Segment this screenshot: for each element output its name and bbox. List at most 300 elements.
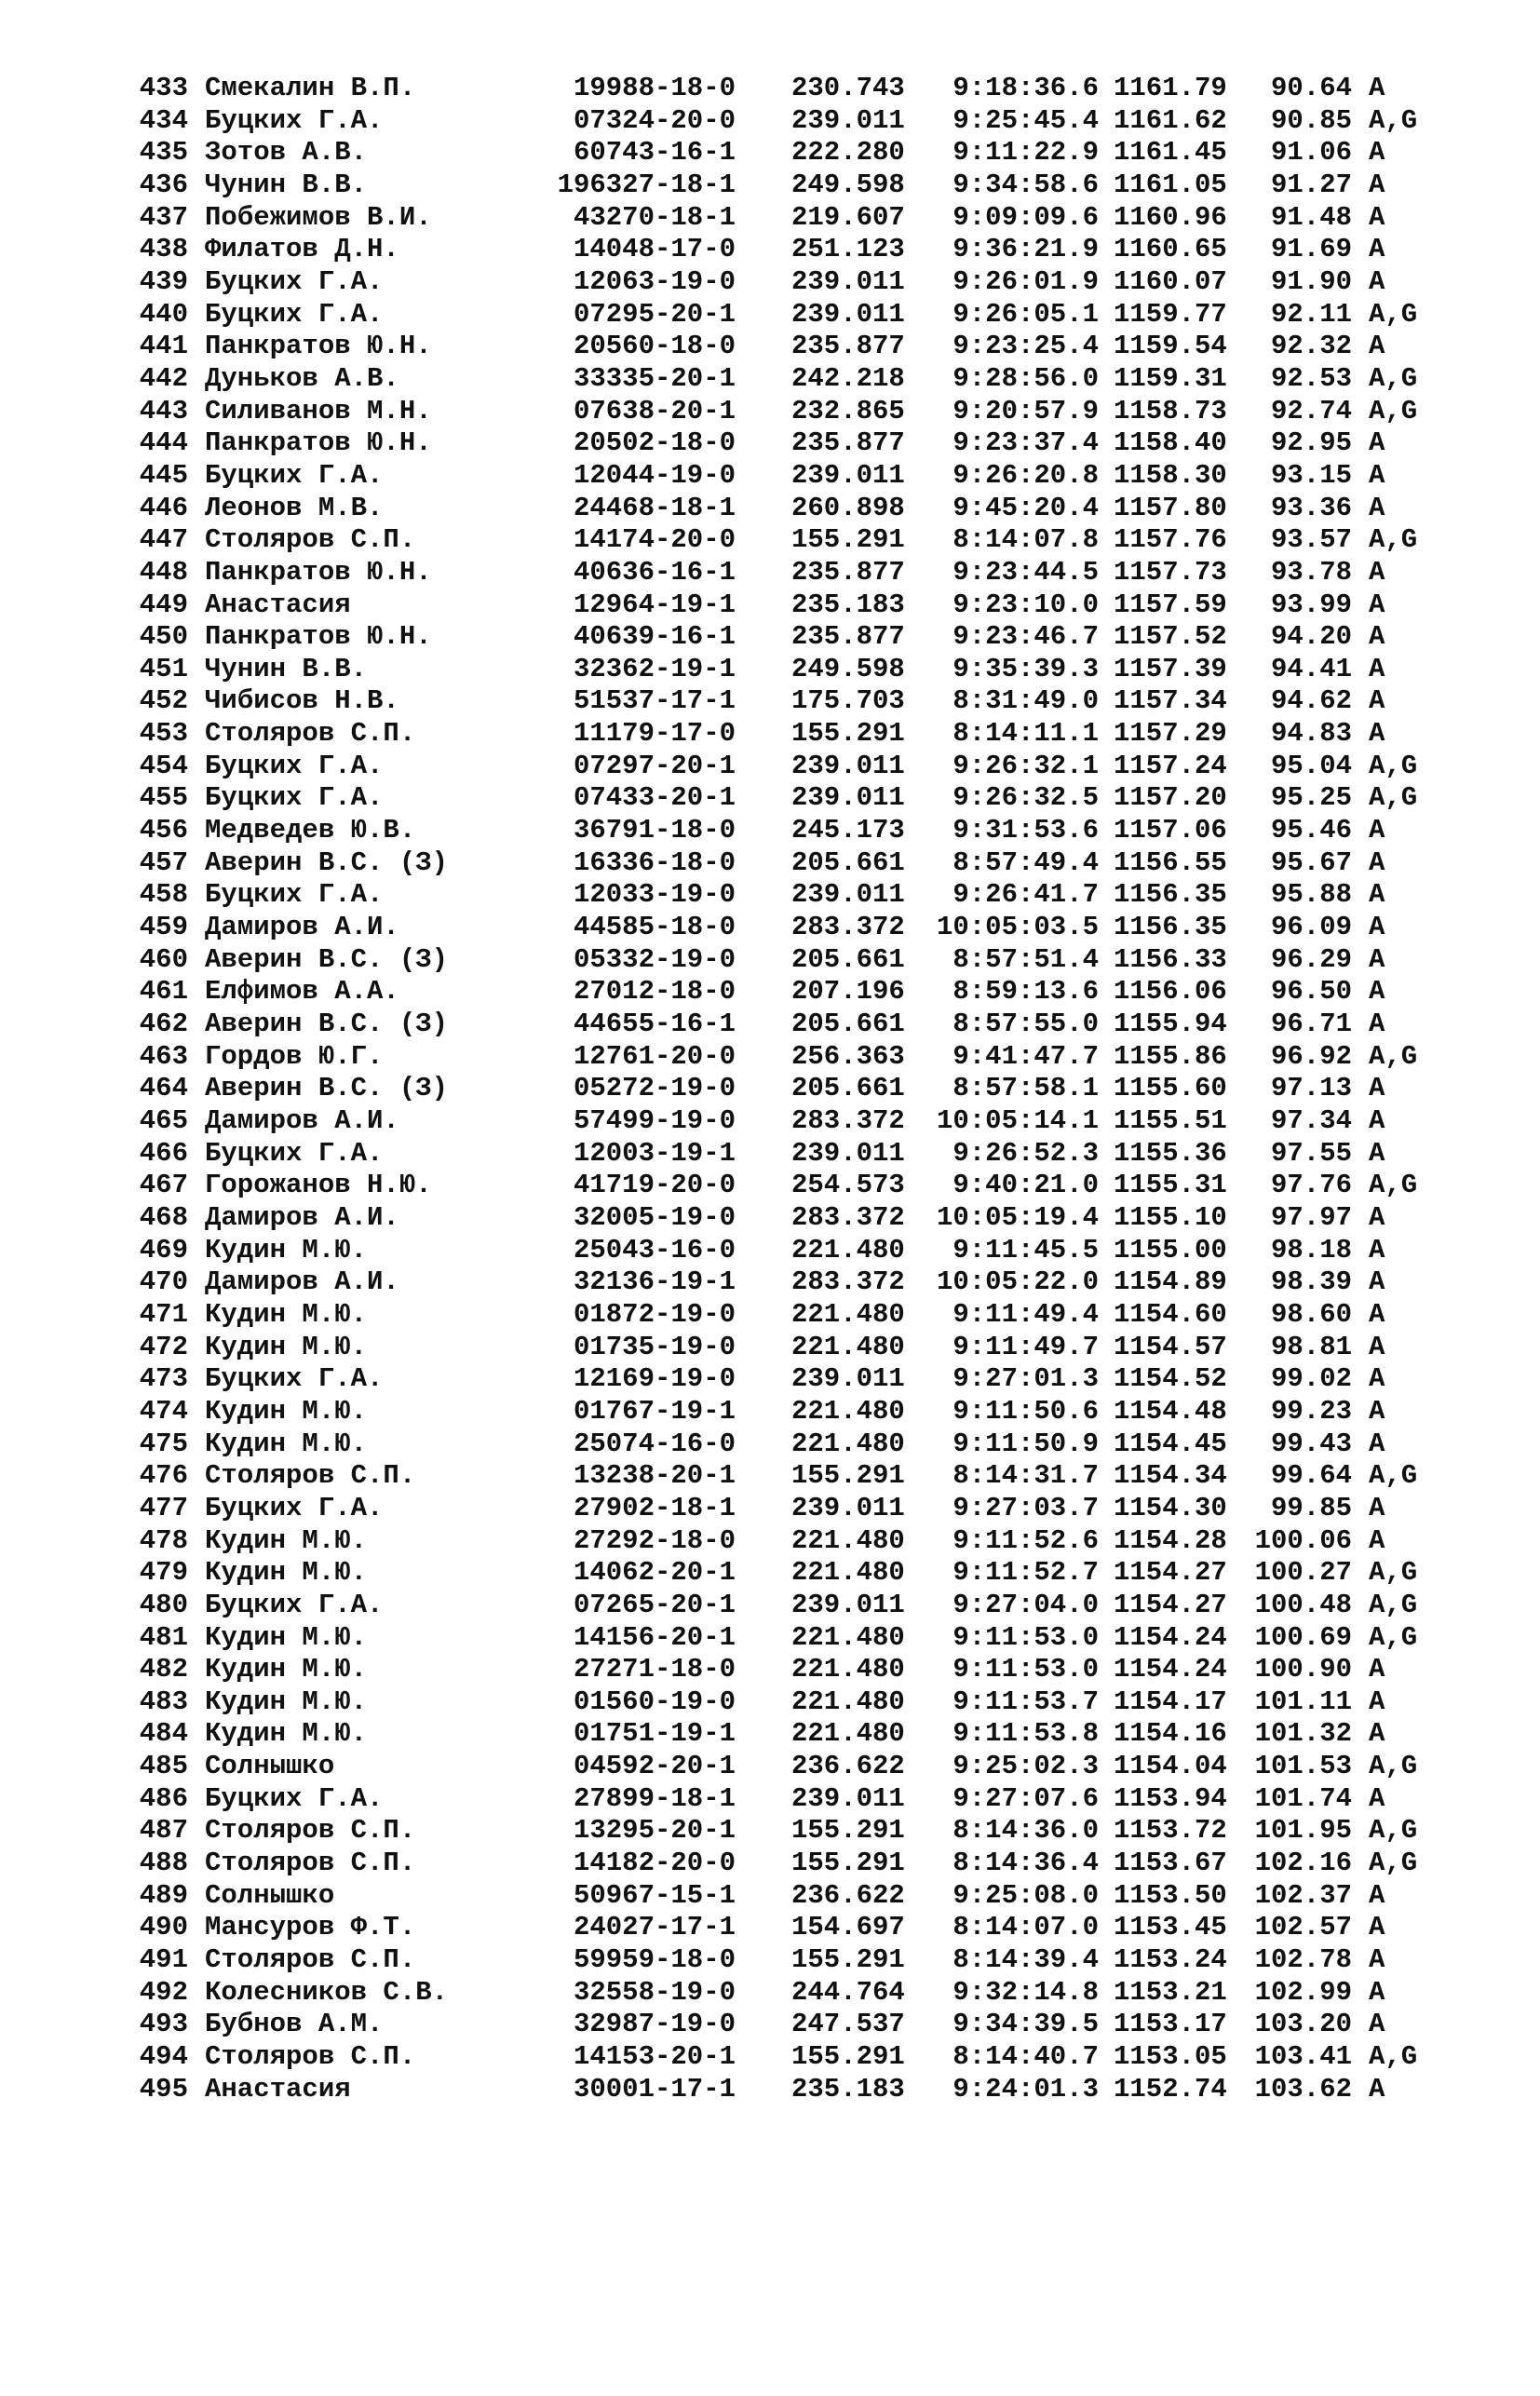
distance: 232.865 <box>791 395 905 426</box>
table-row <box>0 331 1540 363</box>
coefficient: 96.50 <box>1270 976 1352 1008</box>
ring-number: 07295-20-1 <box>573 298 736 330</box>
distance: 155.291 <box>791 1815 905 1847</box>
category-flags: A,G <box>1369 1589 1418 1620</box>
speed: 1154.57 <box>1114 1331 1227 1362</box>
place-number: 490 <box>139 1912 188 1943</box>
place-number: 466 <box>139 1137 188 1169</box>
speed: 1154.30 <box>1114 1492 1227 1523</box>
place-number: 468 <box>139 1201 188 1233</box>
ring-number: 12003-19-1 <box>573 1137 736 1169</box>
fancier-name: Побежимов В.И. <box>205 201 432 233</box>
place-number: 442 <box>139 362 188 394</box>
distance: 254.573 <box>791 1170 905 1201</box>
place-number: 483 <box>139 1685 188 1717</box>
fancier-name: Дамиров А.И. <box>205 1266 399 1298</box>
speed: 1154.24 <box>1114 1621 1227 1653</box>
coefficient: 95.46 <box>1270 815 1352 846</box>
place-number: 491 <box>139 1944 188 1976</box>
coefficient: 96.29 <box>1270 943 1352 975</box>
arrival-time: 8:14:07.8 <box>952 524 1099 556</box>
arrival-time: 9:11:53.7 <box>952 1685 1099 1717</box>
ring-number: 01560-19-0 <box>573 1685 736 1717</box>
distance: 205.661 <box>791 943 905 975</box>
fancier-name: Кудин М.Ю. <box>205 1557 368 1589</box>
distance: 244.764 <box>791 1976 905 2008</box>
distance: 236.622 <box>791 1751 905 1782</box>
place-number: 489 <box>139 1879 188 1911</box>
distance: 235.877 <box>791 556 905 588</box>
ring-number: 20502-18-0 <box>573 427 736 459</box>
coefficient: 91.27 <box>1270 169 1352 200</box>
place-number: 482 <box>139 1654 188 1685</box>
place-number: 476 <box>139 1460 188 1492</box>
speed: 1160.07 <box>1114 265 1227 297</box>
place-number: 479 <box>139 1557 188 1589</box>
ring-number: 01735-19-0 <box>573 1331 736 1362</box>
distance: 236.622 <box>791 1879 905 1911</box>
coefficient: 100.69 <box>1254 1621 1352 1653</box>
arrival-time: 8:14:36.4 <box>952 1848 1099 1879</box>
ring-number: 27271-18-0 <box>573 1654 736 1685</box>
fancier-name: Медведев Ю.В. <box>205 815 416 846</box>
speed: 1155.10 <box>1114 1201 1227 1233</box>
coefficient: 98.60 <box>1270 1298 1352 1330</box>
ring-number: 60743-16-1 <box>573 137 736 169</box>
arrival-time: 9:36:21.9 <box>952 234 1099 265</box>
table-row <box>0 427 1540 460</box>
speed: 1153.72 <box>1114 1815 1227 1847</box>
place-number: 454 <box>139 750 188 781</box>
distance: 239.011 <box>791 1363 905 1395</box>
table-row <box>0 396 1540 428</box>
fancier-name: Дамиров А.И. <box>205 1201 399 1233</box>
speed: 1155.00 <box>1114 1234 1227 1266</box>
fancier-name: Силиванов М.Н. <box>205 395 432 426</box>
place-number: 449 <box>139 589 188 620</box>
arrival-time: 9:31:53.6 <box>952 815 1099 846</box>
table-row <box>0 1363 1540 1396</box>
place-number: 493 <box>139 2009 188 2040</box>
speed: 1156.35 <box>1114 879 1227 911</box>
place-number: 487 <box>139 1815 188 1847</box>
category-flags: A <box>1369 1685 1385 1717</box>
distance: 235.183 <box>791 2073 905 2105</box>
speed: 1155.86 <box>1114 1040 1227 1072</box>
ring-number: 24027-17-1 <box>573 1912 736 1943</box>
distance: 221.480 <box>791 1557 905 1589</box>
arrival-time: 9:27:03.7 <box>952 1492 1099 1523</box>
speed: 1157.76 <box>1114 524 1227 556</box>
speed: 1153.24 <box>1114 1944 1227 1976</box>
fancier-name: Солнышко <box>205 1879 335 1911</box>
fancier-name: Кудин М.Ю. <box>205 1234 368 1266</box>
place-number: 435 <box>139 137 188 169</box>
category-flags: A,G <box>1369 362 1418 394</box>
fancier-name: Панкратов Ю.Н. <box>205 427 432 459</box>
ring-number: 32005-19-0 <box>573 1201 736 1233</box>
arrival-time: 9:23:44.5 <box>952 556 1099 588</box>
speed: 1154.17 <box>1114 1685 1227 1717</box>
coefficient: 92.95 <box>1270 427 1352 459</box>
speed: 1156.55 <box>1114 846 1227 878</box>
fancier-name: Панкратов Ю.Н. <box>205 331 432 362</box>
table-row <box>0 1557 1540 1590</box>
place-number: 480 <box>139 1589 188 1620</box>
table-row <box>0 557 1540 589</box>
speed: 1157.29 <box>1114 718 1227 750</box>
place-number: 459 <box>139 912 188 943</box>
fancier-name: Зотов А.В. <box>205 137 368 169</box>
table-row <box>0 1525 1540 1558</box>
distance: 239.011 <box>791 298 905 330</box>
place-number: 453 <box>139 718 188 750</box>
fancier-name: Солнышко <box>205 1751 335 1782</box>
distance: 283.372 <box>791 1105 905 1136</box>
coefficient: 102.78 <box>1254 1944 1352 1976</box>
ring-number: 32362-19-1 <box>573 653 736 684</box>
distance: 242.218 <box>791 362 905 394</box>
place-number: 441 <box>139 331 188 362</box>
speed: 1161.45 <box>1114 137 1227 169</box>
arrival-time: 9:27:04.0 <box>952 1589 1099 1620</box>
speed: 1161.62 <box>1114 104 1227 136</box>
place-number: 457 <box>139 846 188 878</box>
table-row <box>0 105 1540 138</box>
table-row <box>0 1170 1540 1202</box>
category-flags: A <box>1369 265 1385 297</box>
table-row <box>0 202 1540 235</box>
category-flags: A <box>1369 653 1385 684</box>
speed: 1153.45 <box>1114 1912 1227 1943</box>
category-flags: A <box>1369 2073 1385 2105</box>
distance: 155.291 <box>791 1848 905 1879</box>
results-table <box>0 73 1540 2105</box>
table-row <box>0 234 1540 266</box>
ring-number: 27899-18-1 <box>573 1782 736 1814</box>
ring-number: 19988-18-0 <box>573 73 736 103</box>
speed: 1154.52 <box>1114 1363 1227 1395</box>
arrival-time: 9:23:10.0 <box>952 589 1099 620</box>
place-number: 461 <box>139 976 188 1008</box>
category-flags: A <box>1369 1879 1385 1911</box>
category-flags: A,G <box>1369 1815 1418 1847</box>
table-row <box>0 1912 1540 1944</box>
category-flags: A <box>1369 137 1385 169</box>
category-flags: A <box>1369 1266 1385 1298</box>
place-number: 443 <box>139 395 188 426</box>
coefficient: 97.34 <box>1270 1105 1352 1136</box>
ring-number: 43270-18-1 <box>573 201 736 233</box>
table-row <box>0 2009 1540 2041</box>
distance: 219.607 <box>791 201 905 233</box>
place-number: 438 <box>139 234 188 265</box>
arrival-time: 9:23:46.7 <box>952 621 1099 653</box>
ring-number: 32987-19-0 <box>573 2009 736 2040</box>
coefficient: 91.69 <box>1270 234 1352 265</box>
coefficient: 99.85 <box>1270 1492 1352 1523</box>
coefficient: 97.97 <box>1270 1201 1352 1233</box>
fancier-name: Аверин В.С. (З) <box>205 1008 449 1040</box>
distance: 155.291 <box>791 718 905 750</box>
place-number: 433 <box>139 73 188 103</box>
fancier-name: Аверин В.С. (З) <box>205 1073 449 1104</box>
arrival-time: 9:11:53.0 <box>952 1621 1099 1653</box>
fancier-name: Чибисов Н.В. <box>205 685 399 717</box>
coefficient: 93.57 <box>1270 524 1352 556</box>
arrival-time: 8:59:13.6 <box>952 976 1099 1008</box>
coefficient: 91.06 <box>1270 137 1352 169</box>
table-row <box>0 1751 1540 1783</box>
arrival-time: 9:11:53.0 <box>952 1654 1099 1685</box>
table-row <box>0 1138 1540 1171</box>
distance: 221.480 <box>791 1685 905 1717</box>
coefficient: 101.32 <box>1254 1718 1352 1750</box>
table-row <box>0 1396 1540 1428</box>
table-row <box>0 1977 1540 2010</box>
ring-number: 01872-19-0 <box>573 1298 736 1330</box>
place-number: 492 <box>139 1976 188 2008</box>
table-row <box>0 1493 1540 1525</box>
arrival-time: 8:57:49.4 <box>952 846 1099 878</box>
coefficient: 98.39 <box>1270 1266 1352 1298</box>
ring-number: 196327-18-1 <box>557 169 736 200</box>
category-flags: A <box>1369 492 1385 523</box>
place-number: 437 <box>139 201 188 233</box>
coefficient: 97.13 <box>1270 1073 1352 1104</box>
category-flags: A <box>1369 1428 1385 1459</box>
ring-number: 25043-16-0 <box>573 1234 736 1266</box>
arrival-time: 8:14:39.4 <box>952 1944 1099 1976</box>
ring-number: 07638-20-1 <box>573 395 736 426</box>
speed: 1153.21 <box>1114 1976 1227 2008</box>
arrival-time: 9:11:49.7 <box>952 1331 1099 1362</box>
speed: 1158.73 <box>1114 395 1227 426</box>
table-row <box>0 1428 1540 1461</box>
fancier-name: Смекалин В.П. <box>205 73 416 103</box>
speed: 1154.16 <box>1114 1718 1227 1750</box>
category-flags: A,G <box>1369 750 1418 781</box>
ring-number: 01751-19-1 <box>573 1718 736 1750</box>
fancier-name: Дамиров А.И. <box>205 912 399 943</box>
coefficient: 94.83 <box>1270 718 1352 750</box>
coefficient: 99.23 <box>1270 1395 1352 1427</box>
category-flags: A <box>1369 846 1385 878</box>
place-number: 448 <box>139 556 188 588</box>
coefficient: 100.90 <box>1254 1654 1352 1685</box>
category-flags: A,G <box>1369 1848 1418 1879</box>
ring-number: 40639-16-1 <box>573 621 736 653</box>
arrival-time: 8:57:58.1 <box>952 1073 1099 1104</box>
distance: 221.480 <box>791 1524 905 1556</box>
distance: 283.372 <box>791 1266 905 1298</box>
ring-number: 25074-16-0 <box>573 1428 736 1459</box>
table-row <box>0 1718 1540 1751</box>
place-number: 481 <box>139 1621 188 1653</box>
distance: 221.480 <box>791 1298 905 1330</box>
place-number: 462 <box>139 1008 188 1040</box>
distance: 155.291 <box>791 1460 905 1492</box>
speed: 1154.45 <box>1114 1428 1227 1459</box>
table-row <box>0 460 1540 493</box>
coefficient: 96.92 <box>1270 1040 1352 1072</box>
arrival-time: 8:14:11.1 <box>952 718 1099 750</box>
place-number: 495 <box>139 2073 188 2105</box>
speed: 1154.60 <box>1114 1298 1227 1330</box>
fancier-name: Панкратов Ю.Н. <box>205 621 432 653</box>
arrival-time: 9:28:56.0 <box>952 362 1099 394</box>
category-flags: A <box>1369 1718 1385 1750</box>
speed: 1157.34 <box>1114 685 1227 717</box>
distance: 260.898 <box>791 492 905 523</box>
table-row <box>0 2041 1540 2074</box>
place-number: 452 <box>139 685 188 717</box>
arrival-time: 9:23:37.4 <box>952 427 1099 459</box>
place-number: 455 <box>139 782 188 814</box>
speed: 1160.96 <box>1114 201 1227 233</box>
coefficient: 102.57 <box>1254 1912 1352 1943</box>
speed: 1160.65 <box>1114 234 1227 265</box>
category-flags: A <box>1369 1395 1385 1427</box>
distance: 221.480 <box>791 1621 905 1653</box>
coefficient: 91.90 <box>1270 265 1352 297</box>
coefficient: 101.74 <box>1254 1782 1352 1814</box>
fancier-name: Столяров С.П. <box>205 524 416 556</box>
coefficient: 97.76 <box>1270 1170 1352 1201</box>
fancier-name: Буцких Г.А. <box>205 879 384 911</box>
fancier-name: Анастасия <box>205 589 351 620</box>
speed: 1153.05 <box>1114 2041 1227 2073</box>
coefficient: 96.09 <box>1270 912 1352 943</box>
category-flags: A,G <box>1369 1621 1418 1653</box>
category-flags: A <box>1369 1944 1385 1976</box>
arrival-time: 9:26:32.1 <box>952 750 1099 781</box>
table-row <box>0 654 1540 686</box>
fancier-name: Буцких Г.А. <box>205 1137 384 1169</box>
fancier-name: Бубнов А.М. <box>205 2009 384 2040</box>
category-flags: A,G <box>1369 1751 1418 1782</box>
ring-number: 12169-19-0 <box>573 1363 736 1395</box>
category-flags: A <box>1369 1912 1385 1943</box>
ring-number: 32558-19-0 <box>573 1976 736 2008</box>
ring-number: 27012-18-0 <box>573 976 736 1008</box>
arrival-time: 9:25:08.0 <box>952 1879 1099 1911</box>
ring-number: 30001-17-1 <box>573 2073 736 2105</box>
speed: 1153.17 <box>1114 2009 1227 2040</box>
speed: 1157.20 <box>1114 782 1227 814</box>
category-flags: A,G <box>1369 1460 1418 1492</box>
place-number: 451 <box>139 653 188 684</box>
arrival-time: 9:25:02.3 <box>952 1751 1099 1782</box>
speed: 1161.05 <box>1114 169 1227 200</box>
place-number: 488 <box>139 1848 188 1879</box>
arrival-time: 9:26:05.1 <box>952 298 1099 330</box>
category-flags: A <box>1369 1654 1385 1685</box>
table-row <box>0 685 1540 718</box>
table-row <box>0 1460 1540 1493</box>
speed: 1157.24 <box>1114 750 1227 781</box>
category-flags: A,G <box>1369 395 1418 426</box>
ring-number: 14062-20-1 <box>573 1557 736 1589</box>
table-row <box>0 169 1540 202</box>
arrival-time: 9:41:47.7 <box>952 1040 1099 1072</box>
place-number: 444 <box>139 427 188 459</box>
table-row <box>0 1590 1540 1622</box>
coefficient: 92.53 <box>1270 362 1352 394</box>
fancier-name: Анастасия <box>205 2073 351 2105</box>
place-number: 469 <box>139 1234 188 1266</box>
speed: 1158.40 <box>1114 427 1227 459</box>
distance: 239.011 <box>791 265 905 297</box>
distance: 239.011 <box>791 1492 905 1523</box>
category-flags: A <box>1369 621 1385 653</box>
ring-number: 44655-16-1 <box>573 1008 736 1040</box>
arrival-time: 9:26:20.8 <box>952 459 1099 491</box>
fancier-name: Буцких Г.А. <box>205 1492 384 1523</box>
table-row <box>0 782 1540 815</box>
arrival-time: 9:11:52.6 <box>952 1524 1099 1556</box>
arrival-time: 9:40:21.0 <box>952 1170 1099 1201</box>
place-number: 475 <box>139 1428 188 1459</box>
place-number: 436 <box>139 169 188 200</box>
distance: 205.661 <box>791 846 905 878</box>
fancier-name: Кудин М.Ю. <box>205 1428 368 1459</box>
fancier-name: Кудин М.Ю. <box>205 1395 368 1427</box>
category-flags: A <box>1369 1782 1385 1814</box>
category-flags: A,G <box>1369 2041 1418 2073</box>
place-number: 484 <box>139 1718 188 1750</box>
fancier-name: Столяров С.П. <box>205 1815 416 1847</box>
arrival-time: 9:27:01.3 <box>952 1363 1099 1395</box>
category-flags: A <box>1369 879 1385 911</box>
fancier-name: Аверин В.С. (З) <box>205 943 449 975</box>
coefficient: 94.41 <box>1270 653 1352 684</box>
fancier-name: Дуньков А.В. <box>205 362 399 394</box>
arrival-time: 8:57:51.4 <box>952 943 1099 975</box>
ring-number: 24468-18-1 <box>573 492 736 523</box>
speed: 1157.52 <box>1114 621 1227 653</box>
place-number: 439 <box>139 265 188 297</box>
coefficient: 92.32 <box>1270 331 1352 362</box>
fancier-name: Гордов Ю.Г. <box>205 1040 384 1072</box>
place-number: 463 <box>139 1040 188 1072</box>
table-row <box>0 815 1540 847</box>
ring-number: 41719-20-0 <box>573 1170 736 1201</box>
fancier-name: Буцких Г.А. <box>205 750 384 781</box>
coefficient: 90.64 <box>1270 73 1352 103</box>
distance: 222.280 <box>791 137 905 169</box>
arrival-time: 8:57:55.0 <box>952 1008 1099 1040</box>
arrival-time: 9:18:36.6 <box>952 73 1099 103</box>
ring-number: 01767-19-1 <box>573 1395 736 1427</box>
coefficient: 93.78 <box>1270 556 1352 588</box>
coefficient: 102.16 <box>1254 1848 1352 1879</box>
distance: 239.011 <box>791 1782 905 1814</box>
fancier-name: Столяров С.П. <box>205 1944 416 1976</box>
ring-number: 14174-20-0 <box>573 524 736 556</box>
fancier-name: Столяров С.П. <box>205 1460 416 1492</box>
table-row <box>0 1654 1540 1686</box>
ring-number: 07297-20-1 <box>573 750 736 781</box>
fancier-name: Кудин М.Ю. <box>205 1685 368 1717</box>
distance: 205.661 <box>791 1008 905 1040</box>
table-row <box>0 363 1540 396</box>
fancier-name: Колесников С.В. <box>205 1976 449 2008</box>
category-flags: A <box>1369 1073 1385 1104</box>
distance: 239.011 <box>791 1137 905 1169</box>
ring-number: 20560-18-0 <box>573 331 736 362</box>
table-row <box>0 266 1540 299</box>
